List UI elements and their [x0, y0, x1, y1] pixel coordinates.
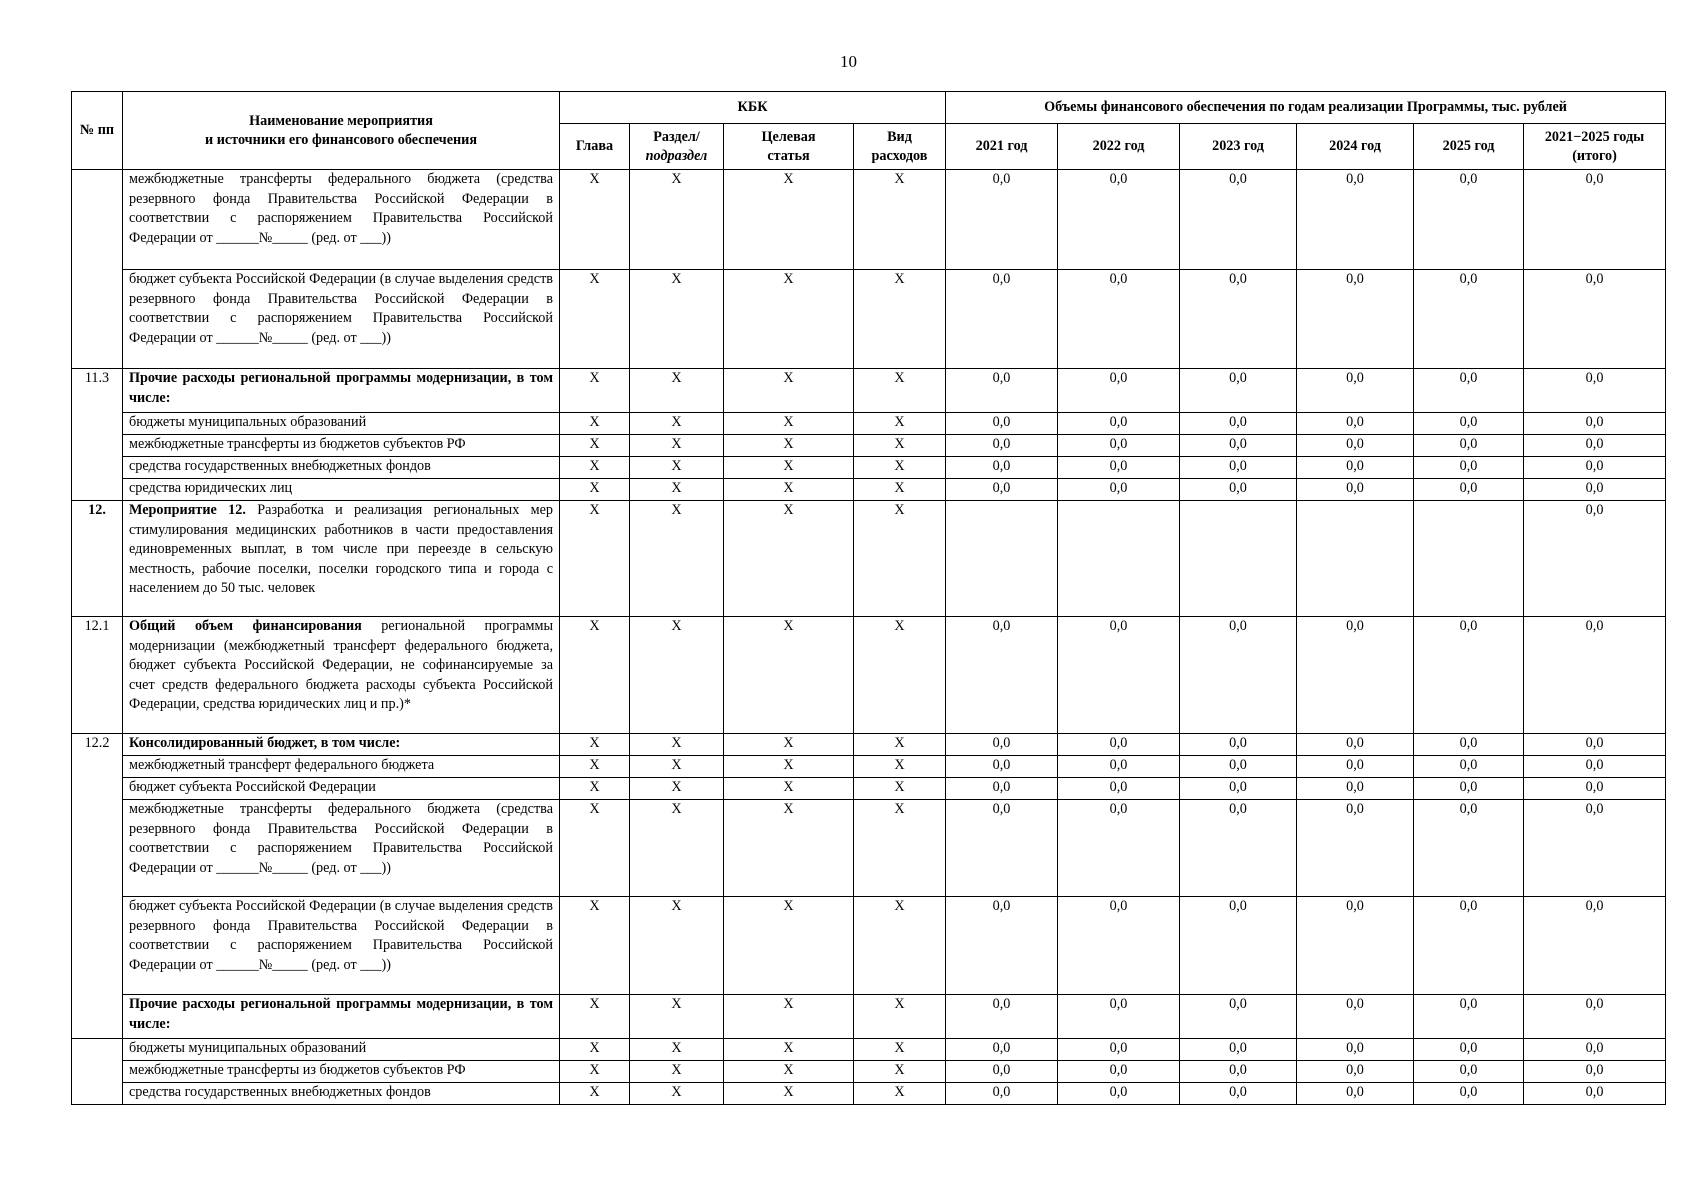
cell-y2024: 0,0	[1297, 734, 1414, 756]
cell-y2021: 0,0	[946, 270, 1058, 369]
cell-razdel: X	[630, 435, 724, 457]
cell-total: 0,0	[1524, 995, 1666, 1039]
cell-y2021: 0,0	[946, 479, 1058, 501]
row-name	[123, 270, 560, 369]
cell-celevaya: X	[724, 1061, 854, 1083]
cell-y2023: 0,0	[1180, 170, 1297, 270]
cell-celevaya: X	[724, 734, 854, 756]
row-name	[123, 435, 560, 457]
cell-vid: X	[854, 413, 946, 435]
cell-y2023: 0,0	[1180, 270, 1297, 369]
row-name	[123, 457, 560, 479]
row-name	[123, 756, 560, 778]
cell-vid: X	[854, 270, 946, 369]
cell-glava: X	[560, 369, 630, 413]
cell-glava: X	[560, 1061, 630, 1083]
cell-razdel: X	[630, 501, 724, 617]
cell-y2025: 0,0	[1414, 1039, 1524, 1061]
cell-y2024: 0,0	[1297, 1061, 1414, 1083]
row-name-text: бюджет субъекта Российской Федерации (в случае выделения средств резервного фонда Правительства Российской Федерации в соответствии с распоряжением Правительства Российской Федерации от ______№_____ (ред. от ___))	[129, 898, 553, 973]
cell-y2025: 0,0	[1414, 1061, 1524, 1083]
cell-glava: X	[560, 756, 630, 778]
cell-glava: X	[560, 413, 630, 435]
cell-y2023: 0,0	[1180, 1061, 1297, 1083]
cell-total: 0,0	[1524, 170, 1666, 270]
row-name-bold: Прочие расходы региональной программы модернизации, в том числе:	[129, 996, 553, 1032]
cell-y2024: 0,0	[1297, 435, 1414, 457]
cell-glava: X	[560, 778, 630, 800]
row-name-text: бюджет субъекта Российской Федерации	[129, 779, 376, 795]
cell-y2021: 0,0	[946, 617, 1058, 734]
row-name	[123, 1061, 560, 1083]
cell-y2024: 0,0	[1297, 1039, 1414, 1061]
cell-vid: X	[854, 617, 946, 734]
cell-y2021: 0,0	[946, 435, 1058, 457]
table-row	[72, 457, 1666, 479]
row-name-text: средства юридических лиц	[129, 480, 293, 496]
cell-total: 0,0	[1524, 617, 1666, 734]
cell-celevaya: X	[724, 756, 854, 778]
cell-y2024: 0,0	[1297, 995, 1414, 1039]
cell-total: 0,0	[1524, 1083, 1666, 1105]
row-name-text: межбюджетные трансферты федерального бюджета (средства резервного фонда Правительства Российской Федерации в соответствии с распоряжением Правительства Российской Федерации от ______№_____ (ред. от ___))	[129, 171, 553, 246]
cell-y2025: 0,0	[1414, 1083, 1524, 1105]
cell-total: 0,0	[1524, 501, 1666, 617]
cell-celevaya: X	[724, 170, 854, 270]
cell-y2022: 0,0	[1058, 800, 1180, 897]
cell-y2021: 0,0	[946, 369, 1058, 413]
cell-y2022: 0,0	[1058, 897, 1180, 995]
table-row	[72, 479, 1666, 501]
cell-y2022: 0,0	[1058, 270, 1180, 369]
header-kbk: КБК	[560, 92, 946, 124]
cell-vid: X	[854, 1061, 946, 1083]
table-row	[72, 800, 1666, 897]
cell-vid: X	[854, 778, 946, 800]
cell-razdel: X	[630, 1039, 724, 1061]
cell-y2025: 0,0	[1414, 413, 1524, 435]
cell-y2024: 0,0	[1297, 617, 1414, 734]
cell-celevaya: X	[724, 479, 854, 501]
row-number: 12.	[72, 501, 123, 617]
row-name	[123, 501, 560, 617]
cell-y2023: 0,0	[1180, 756, 1297, 778]
cell-glava: X	[560, 800, 630, 897]
cell-y2022: 0,0	[1058, 479, 1180, 501]
cell-total: 0,0	[1524, 413, 1666, 435]
row-name-text: межбюджетный трансферт федерального бюджета	[129, 757, 435, 773]
cell-total: 0,0	[1524, 369, 1666, 413]
cell-vid: X	[854, 734, 946, 756]
cell-total: 0,0	[1524, 734, 1666, 756]
table-row	[72, 170, 1666, 270]
cell-y2022	[1058, 501, 1180, 617]
cell-razdel: X	[630, 734, 724, 756]
row-number: 12.2	[72, 734, 123, 1039]
table-row	[72, 1039, 1666, 1061]
row-name-bold: Общий объем финансирования	[129, 618, 362, 634]
cell-y2021: 0,0	[946, 756, 1058, 778]
cell-y2025: 0,0	[1414, 734, 1524, 756]
cell-y2024: 0,0	[1297, 1083, 1414, 1105]
cell-y2024: 0,0	[1297, 756, 1414, 778]
cell-celevaya: X	[724, 457, 854, 479]
row-name	[123, 1083, 560, 1105]
cell-y2023: 0,0	[1180, 369, 1297, 413]
cell-celevaya: X	[724, 413, 854, 435]
cell-celevaya: X	[724, 1039, 854, 1061]
cell-y2025: 0,0	[1414, 435, 1524, 457]
cell-glava: X	[560, 1039, 630, 1061]
table-row	[72, 369, 1666, 413]
table-row	[72, 501, 1666, 617]
row-name-bold: Мероприятие 12.	[129, 502, 246, 518]
row-name-text: региональной программы модернизации (межбюджетный трансферт федерального бюджета, бюджет субъекта Российской Федерации, не софинансируемые за счет средств федерального бюджета расходы субъекта Российской Федерации, средства юридических лиц и пр.)*	[129, 618, 553, 713]
cell-total: 0,0	[1524, 435, 1666, 457]
cell-glava: X	[560, 897, 630, 995]
cell-y2022: 0,0	[1058, 1061, 1180, 1083]
row-name-text: средства государственных внебюджетных фондов	[129, 1084, 431, 1100]
cell-y2021: 0,0	[946, 734, 1058, 756]
cell-celevaya: X	[724, 270, 854, 369]
cell-total: 0,0	[1524, 270, 1666, 369]
cell-y2022: 0,0	[1058, 617, 1180, 734]
cell-y2022: 0,0	[1058, 734, 1180, 756]
cell-y2025: 0,0	[1414, 897, 1524, 995]
row-name-text: межбюджетные трансферты из бюджетов субъектов РФ	[129, 1062, 466, 1078]
cell-y2024: 0,0	[1297, 778, 1414, 800]
row-name-text: бюджеты муниципальных образований	[129, 414, 367, 430]
row-name	[123, 995, 560, 1039]
cell-glava: X	[560, 1083, 630, 1105]
cell-y2022: 0,0	[1058, 1083, 1180, 1105]
cell-y2021: 0,0	[946, 1083, 1058, 1105]
cell-razdel: X	[630, 270, 724, 369]
cell-razdel: X	[630, 479, 724, 501]
row-name	[123, 369, 560, 413]
cell-y2021: 0,0	[946, 897, 1058, 995]
cell-y2021: 0,0	[946, 170, 1058, 270]
cell-celevaya: X	[724, 995, 854, 1039]
row-number	[72, 1039, 123, 1105]
cell-glava: X	[560, 435, 630, 457]
cell-y2024: 0,0	[1297, 170, 1414, 270]
cell-y2022: 0,0	[1058, 457, 1180, 479]
row-name	[123, 800, 560, 897]
row-name	[123, 734, 560, 756]
cell-y2021: 0,0	[946, 995, 1058, 1039]
cell-vid: X	[854, 479, 946, 501]
table-body	[72, 170, 1666, 1105]
cell-razdel: X	[630, 897, 724, 995]
row-name	[123, 1039, 560, 1061]
cell-y2025: 0,0	[1414, 756, 1524, 778]
header-total: 2021−2025 годы (итого)	[1524, 124, 1666, 170]
row-name-text: межбюджетные трансферты федерального бюджета (средства резервного фонда Правительства Российской Федерации в соответствии с распоряжением Правительства Российской Федерации от ______№_____ (ред. от ___))	[129, 801, 553, 876]
cell-razdel: X	[630, 617, 724, 734]
cell-glava: X	[560, 170, 630, 270]
row-number	[72, 170, 123, 369]
row-name	[123, 897, 560, 995]
table-row	[72, 435, 1666, 457]
cell-y2024: 0,0	[1297, 479, 1414, 501]
cell-y2023: 0,0	[1180, 800, 1297, 897]
cell-total: 0,0	[1524, 778, 1666, 800]
cell-y2023	[1180, 501, 1297, 617]
cell-y2025: 0,0	[1414, 170, 1524, 270]
cell-y2023: 0,0	[1180, 778, 1297, 800]
cell-y2021: 0,0	[946, 800, 1058, 897]
cell-vid: X	[854, 1039, 946, 1061]
cell-glava: X	[560, 617, 630, 734]
cell-razdel: X	[630, 457, 724, 479]
cell-y2023: 0,0	[1180, 1039, 1297, 1061]
row-name	[123, 617, 560, 734]
row-name-bold: Консолидированный бюджет, в том числе:	[129, 735, 401, 751]
cell-vid: X	[854, 800, 946, 897]
cell-y2024: 0,0	[1297, 457, 1414, 479]
cell-y2023: 0,0	[1180, 457, 1297, 479]
cell-total: 0,0	[1524, 479, 1666, 501]
cell-y2023: 0,0	[1180, 1083, 1297, 1105]
cell-celevaya: X	[724, 435, 854, 457]
cell-y2025	[1414, 501, 1524, 617]
cell-total: 0,0	[1524, 1061, 1666, 1083]
cell-y2025: 0,0	[1414, 778, 1524, 800]
cell-razdel: X	[630, 1061, 724, 1083]
cell-y2024	[1297, 501, 1414, 617]
cell-y2021: 0,0	[946, 778, 1058, 800]
table-row	[72, 1061, 1666, 1083]
cell-glava: X	[560, 995, 630, 1039]
table-row	[72, 1083, 1666, 1105]
cell-y2025: 0,0	[1414, 995, 1524, 1039]
cell-razdel: X	[630, 778, 724, 800]
cell-vid: X	[854, 897, 946, 995]
row-number: 11.3	[72, 369, 123, 501]
cell-y2024: 0,0	[1297, 369, 1414, 413]
cell-y2025: 0,0	[1414, 457, 1524, 479]
table-row	[72, 413, 1666, 435]
row-name	[123, 413, 560, 435]
header-num: № пп	[72, 92, 123, 170]
cell-vid: X	[854, 1083, 946, 1105]
header-2021: 2021 год	[946, 124, 1058, 170]
cell-celevaya: X	[724, 617, 854, 734]
financing-table	[71, 91, 1666, 1105]
header-name: Наименование мероприятия и источники его финансового обеспечения	[123, 92, 560, 170]
header-2023: 2023 год	[1180, 124, 1297, 170]
cell-vid: X	[854, 435, 946, 457]
cell-y2025: 0,0	[1414, 800, 1524, 897]
cell-y2024: 0,0	[1297, 270, 1414, 369]
cell-y2022: 0,0	[1058, 369, 1180, 413]
row-name-text: Разработка и реализация региональных мер стимулирования медицинских работников в части предоставления единовременных выплат, в том числе при переезде в сельскую местность, рабочие поселки, поселки городского типа и города с населением до 50 тыс. человек	[129, 502, 553, 597]
cell-razdel: X	[630, 1083, 724, 1105]
cell-y2021: 0,0	[946, 1061, 1058, 1083]
cell-vid: X	[854, 457, 946, 479]
cell-total: 0,0	[1524, 1039, 1666, 1061]
cell-y2023: 0,0	[1180, 897, 1297, 995]
row-name	[123, 778, 560, 800]
header-2025: 2025 год	[1414, 124, 1524, 170]
row-name-text: средства государственных внебюджетных фондов	[129, 458, 431, 474]
cell-celevaya: X	[724, 1083, 854, 1105]
cell-y2022: 0,0	[1058, 170, 1180, 270]
header-razdel: Раздел/ подраздел	[630, 124, 724, 170]
row-number: 12.1	[72, 617, 123, 734]
row-name	[123, 479, 560, 501]
header-volumes: Объемы финансового обеспечения по годам реализации Программы, тыс. рублей	[946, 92, 1666, 124]
cell-celevaya: X	[724, 800, 854, 897]
cell-total: 0,0	[1524, 457, 1666, 479]
table-row	[72, 756, 1666, 778]
row-name-bold: Прочие расходы региональной программы модернизации, в том числе:	[129, 370, 553, 406]
table-row	[72, 270, 1666, 369]
cell-y2021: 0,0	[946, 413, 1058, 435]
cell-total: 0,0	[1524, 800, 1666, 897]
cell-vid: X	[854, 756, 946, 778]
table-row	[72, 734, 1666, 756]
table-row	[72, 897, 1666, 995]
cell-razdel: X	[630, 756, 724, 778]
cell-y2024: 0,0	[1297, 413, 1414, 435]
row-name-text: бюджет субъекта Российской Федерации (в случае выделения средств резервного фонда Правительства Российской Федерации в соответствии с распоряжением Правительства Российской Федерации от ______№_____ (ред. от ___))	[129, 271, 553, 346]
cell-razdel: X	[630, 369, 724, 413]
cell-y2022: 0,0	[1058, 1039, 1180, 1061]
cell-y2022: 0,0	[1058, 778, 1180, 800]
cell-y2024: 0,0	[1297, 800, 1414, 897]
row-name-text: бюджеты муниципальных образований	[129, 1040, 367, 1056]
table-row	[72, 778, 1666, 800]
header-2024: 2024 год	[1297, 124, 1414, 170]
cell-vid: X	[854, 501, 946, 617]
cell-y2025: 0,0	[1414, 270, 1524, 369]
cell-y2022: 0,0	[1058, 995, 1180, 1039]
cell-y2025: 0,0	[1414, 617, 1524, 734]
cell-y2023: 0,0	[1180, 734, 1297, 756]
cell-y2023: 0,0	[1180, 617, 1297, 734]
header-row-1	[72, 92, 1666, 124]
header-glava: Глава	[560, 124, 630, 170]
cell-vid: X	[854, 995, 946, 1039]
cell-vid: X	[854, 170, 946, 270]
cell-glava: X	[560, 734, 630, 756]
cell-glava: X	[560, 501, 630, 617]
page-number: 10	[840, 52, 857, 71]
cell-celevaya: X	[724, 369, 854, 413]
cell-glava: X	[560, 270, 630, 369]
cell-razdel: X	[630, 995, 724, 1039]
cell-total: 0,0	[1524, 897, 1666, 995]
cell-glava: X	[560, 457, 630, 479]
cell-y2023: 0,0	[1180, 435, 1297, 457]
cell-vid: X	[854, 369, 946, 413]
cell-y2025: 0,0	[1414, 369, 1524, 413]
cell-celevaya: X	[724, 501, 854, 617]
cell-razdel: X	[630, 170, 724, 270]
header-vid: Вид расходов	[854, 124, 946, 170]
cell-y2022: 0,0	[1058, 435, 1180, 457]
cell-y2021: 0,0	[946, 1039, 1058, 1061]
table-row	[72, 995, 1666, 1039]
cell-y2023: 0,0	[1180, 995, 1297, 1039]
row-name-text: межбюджетные трансферты из бюджетов субъектов РФ	[129, 436, 466, 452]
header-celevaya: Целевая статья	[724, 124, 854, 170]
cell-y2025: 0,0	[1414, 479, 1524, 501]
cell-razdel: X	[630, 413, 724, 435]
table-row	[72, 617, 1666, 734]
cell-celevaya: X	[724, 778, 854, 800]
cell-y2021: 0,0	[946, 457, 1058, 479]
cell-glava: X	[560, 479, 630, 501]
cell-total: 0,0	[1524, 756, 1666, 778]
cell-y2023: 0,0	[1180, 479, 1297, 501]
cell-razdel: X	[630, 800, 724, 897]
cell-celevaya: X	[724, 897, 854, 995]
cell-y2022: 0,0	[1058, 756, 1180, 778]
cell-y2024: 0,0	[1297, 897, 1414, 995]
cell-y2021	[946, 501, 1058, 617]
row-name	[123, 170, 560, 270]
cell-y2023: 0,0	[1180, 413, 1297, 435]
cell-y2022: 0,0	[1058, 413, 1180, 435]
header-2022: 2022 год	[1058, 124, 1180, 170]
